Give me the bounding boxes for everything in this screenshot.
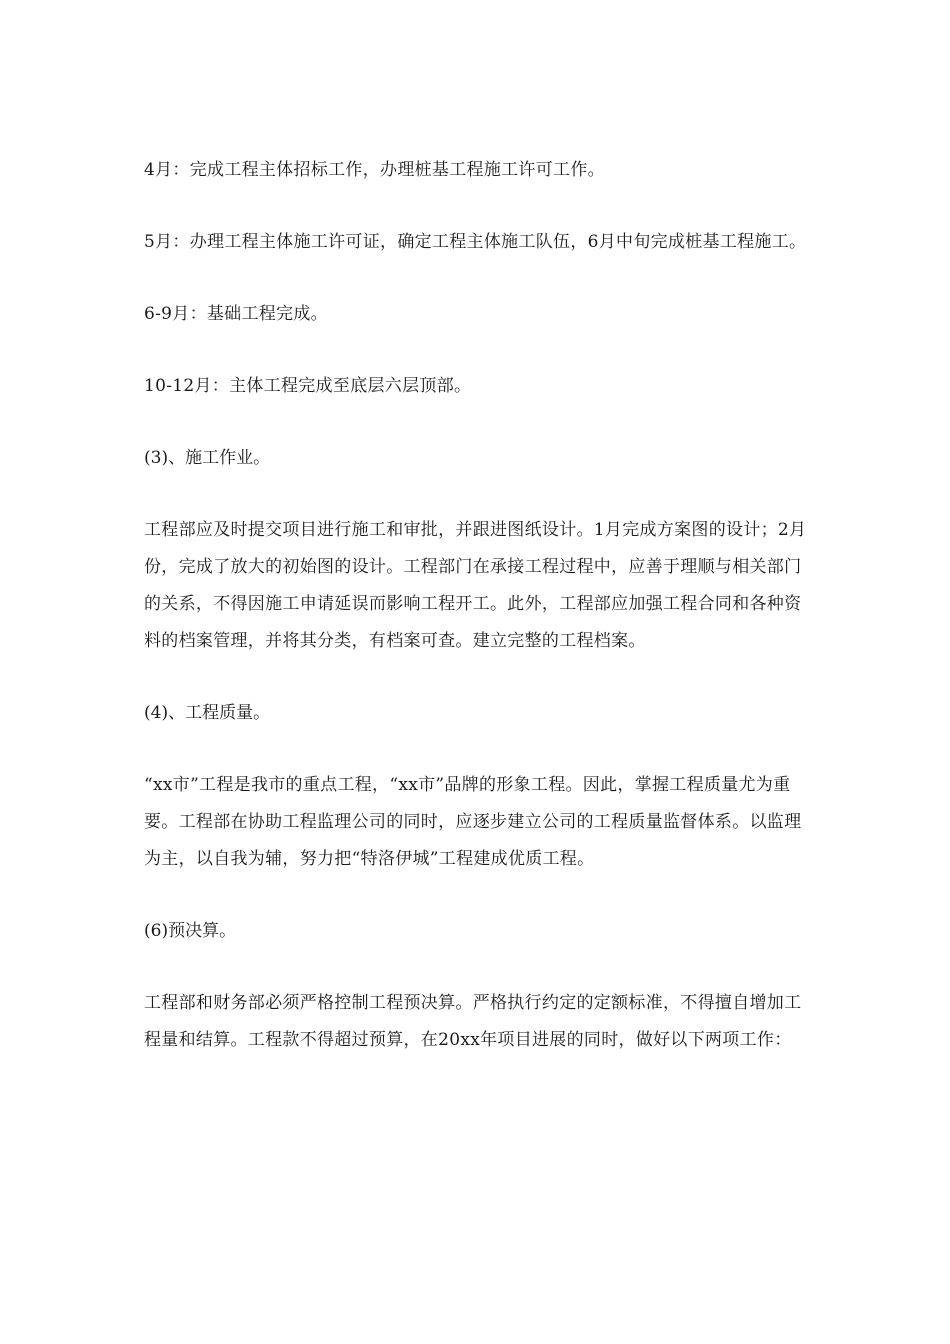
section-heading-construction: (3)、施工作业。	[144, 448, 271, 468]
document-body	[144, 152, 808, 1094]
paragraph-budget: 工程部和财务部必须严格控制工程预决算。严格执行约定的定额标准，不得擅自增加工程量和结算。工程款不得超过预算，在20xx年项目进展的同时，做好以下两项工作：	[144, 993, 802, 1050]
paragraph-april: 4月：完成工程主体招标工作，办理桩基工程施工许可工作。	[144, 160, 605, 180]
paragraph-june-september: 6-9月：基础工程完成。	[144, 304, 328, 324]
paragraph-quality: “xx市”工程是我市的重点工程，“xx市”品牌的形象工程。因此，掌握工程质量尤为重要。工程部在协助工程监理公司的同时，应逐步建立公司的工程质量监督体系。以监理为主，以自我为辅，努力把“特洛伊城”工程建成优质工程。	[144, 775, 802, 869]
section-heading-budget: (6)预决算。	[144, 921, 237, 941]
paragraph-may: 5月：办理工程主体施工许可证，确定工程主体施工队伍，6月中旬完成桩基工程施工。	[144, 232, 807, 252]
paragraph-construction: 工程部应及时提交项目进行施工和审批，并跟进图纸设计。1月完成方案图的设计；2月份，完成了放大的初始图的设计。工程部门在承接工程过程中，应善于理顺与相关部门的关系，不得因施工申请延误而影响工程开工。此外，工程部应加强工程合同和各种资料的档案管理，并将其分类，有档案可查。建立完整的工程档案。	[144, 520, 807, 651]
section-heading-quality: (4)、工程质量。	[144, 703, 271, 723]
paragraph-october-december: 10-12月：主体工程完成至底层六层顶部。	[144, 376, 472, 396]
